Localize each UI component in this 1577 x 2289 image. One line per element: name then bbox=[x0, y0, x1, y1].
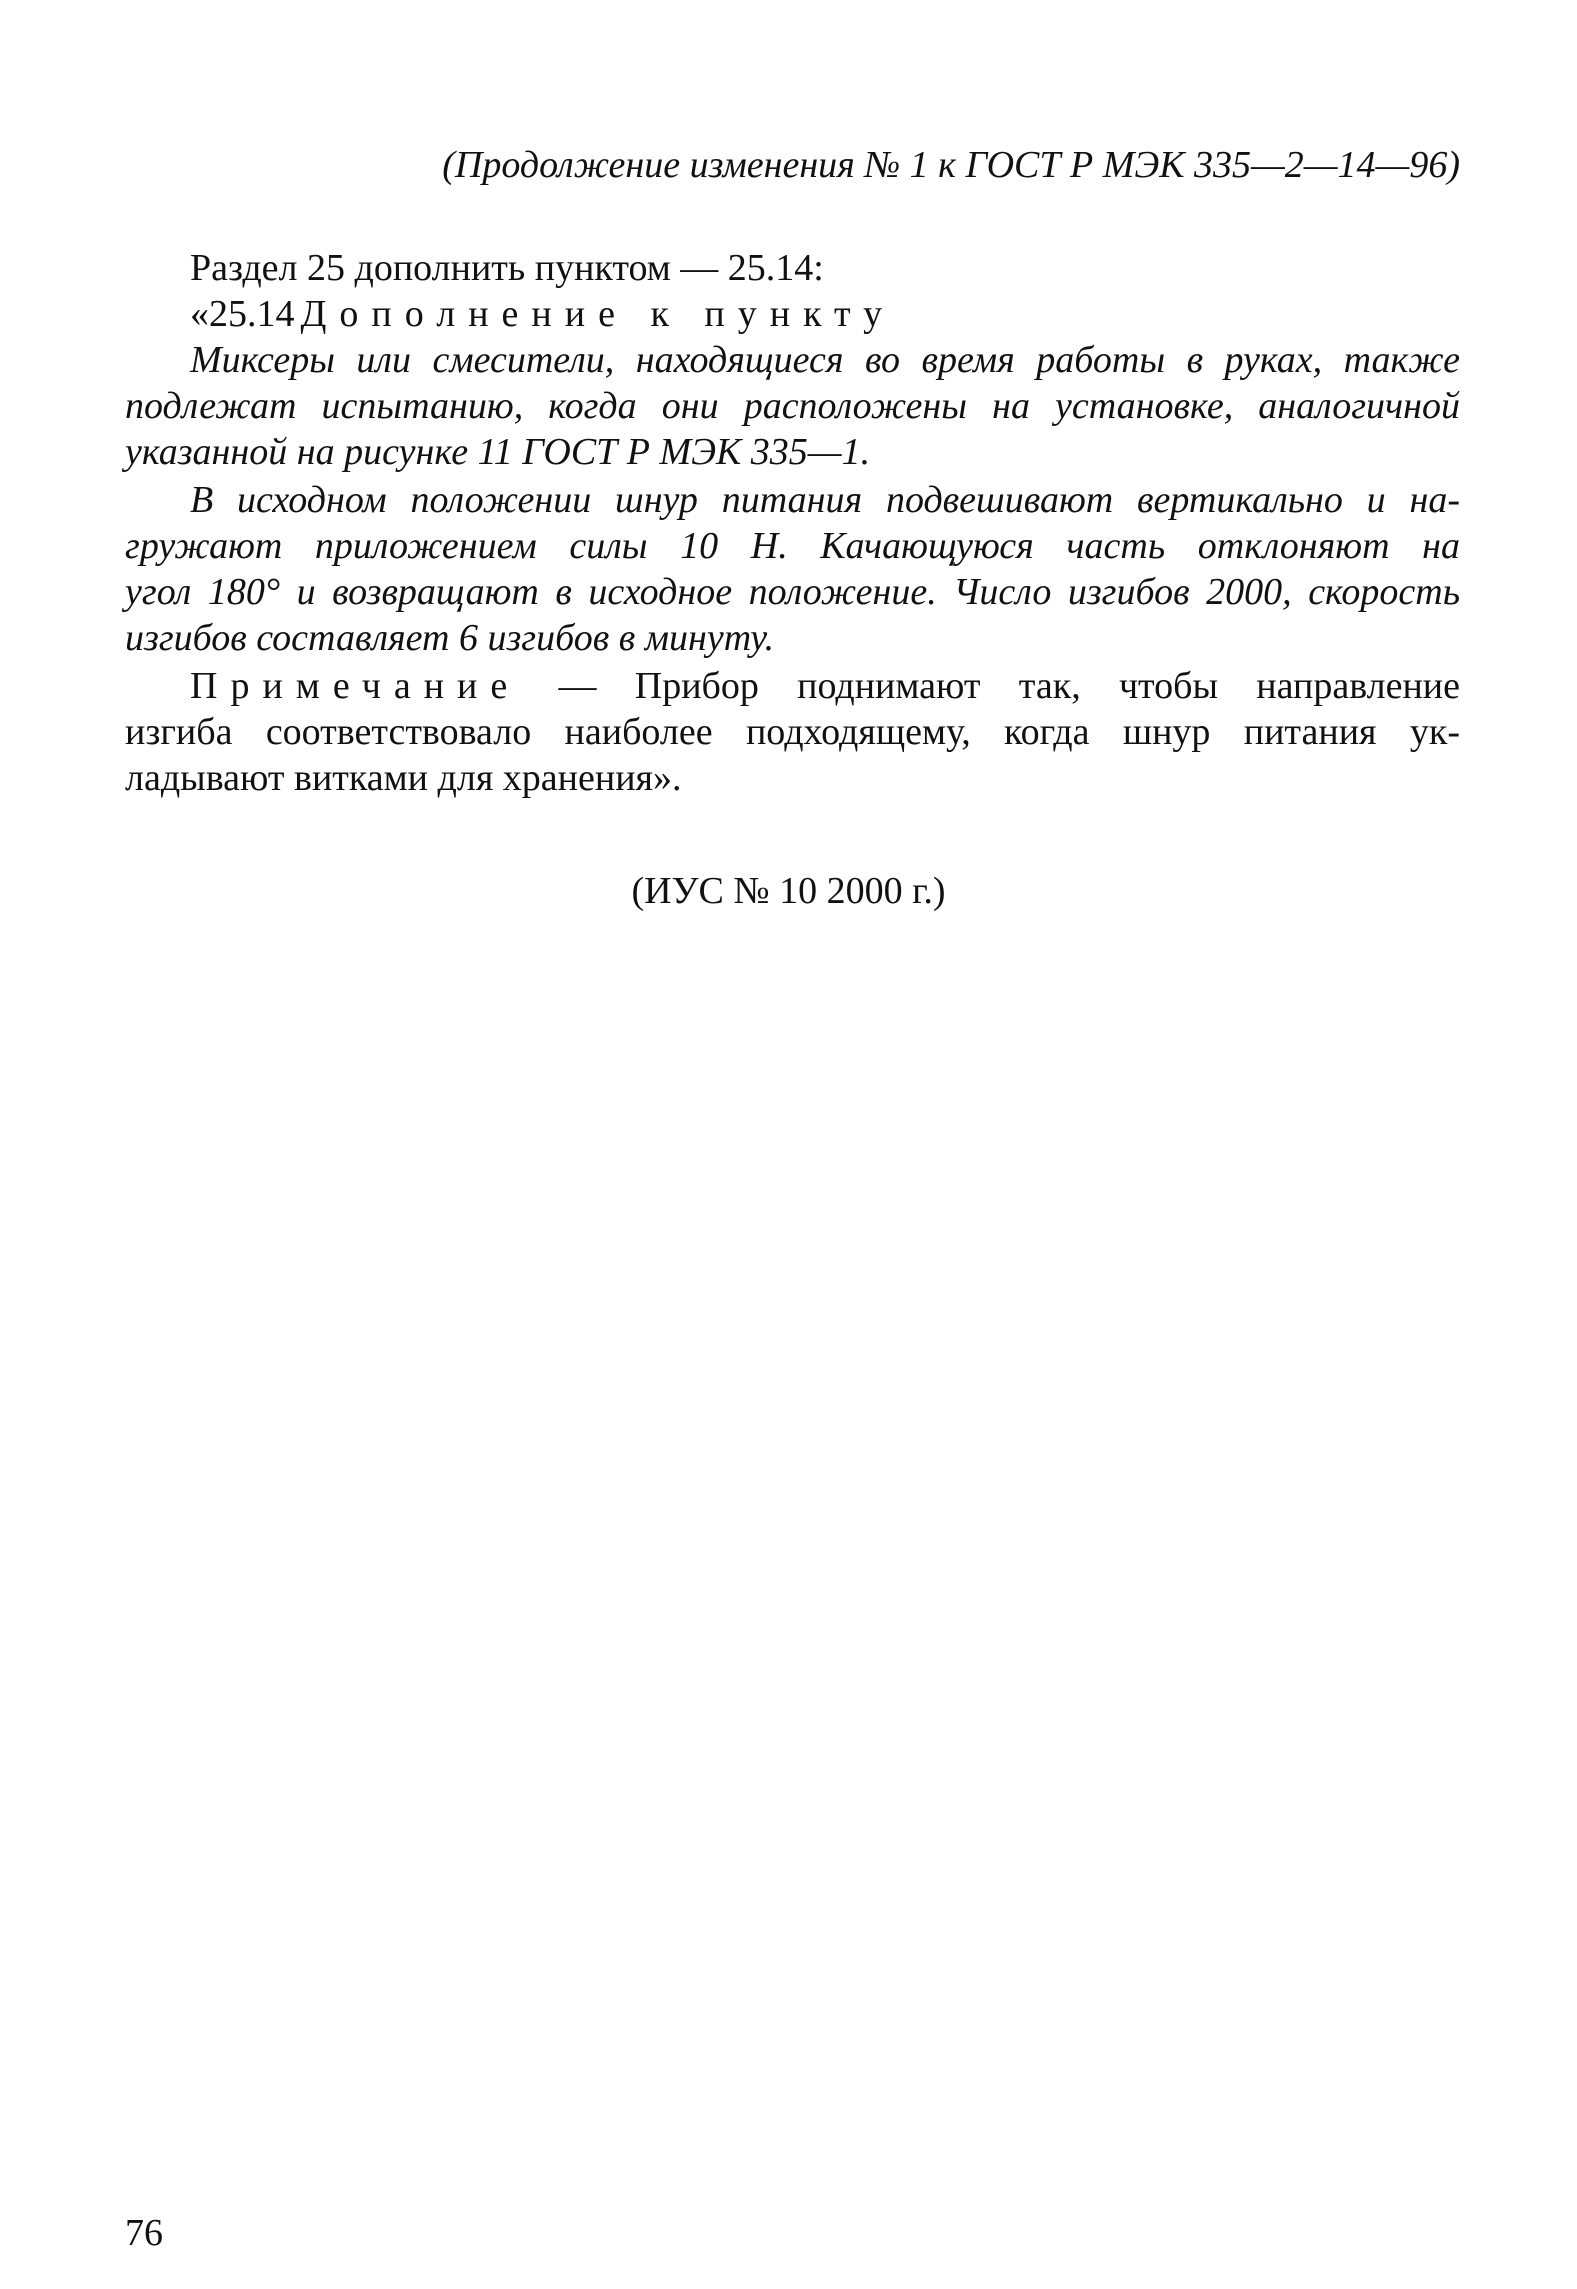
clause-number: «25.14 bbox=[190, 293, 295, 335]
paragraph-2-line-4: изгибов составляет 6 изгибов в минуту. bbox=[125, 617, 775, 659]
paragraph-2-line-2: гружают приложением силы 10 Н. Качающуюся часть отклоняют на bbox=[125, 525, 1460, 567]
paragraph-2-line-1: В исходном положении шнур питания подвешивают вертикально и на- bbox=[190, 479, 1460, 521]
clause-title: Дополнение к пункту bbox=[300, 293, 896, 335]
clause-heading bbox=[190, 291, 895, 337]
note-line-3: ладывают витками для хранения». bbox=[125, 757, 682, 799]
paragraph-1-line-2: подлежат испытанию, когда они расположены на установке, аналогичной bbox=[125, 385, 1460, 427]
note-label: Примечание bbox=[190, 665, 521, 707]
note-line-2: изгиба соответствовало наиболее подходящему, когда шнур питания ук- bbox=[125, 711, 1460, 753]
paragraph-2-line-3: угол 180° и возвращают в исходное положение. Число изгибов 2000, скорость bbox=[125, 571, 1460, 613]
source-reference: (ИУС № 10 2000 г.) bbox=[631, 870, 946, 912]
page-number: 76 bbox=[125, 2212, 163, 2254]
note-line-1 bbox=[190, 663, 1460, 709]
paragraph-1-line-3: указанной на рисунке 11 ГОСТ Р МЭК 335—1. bbox=[125, 431, 871, 473]
paragraph-1-line-1: Миксеры или смесители, находящиеся во время работы в руках, также bbox=[190, 339, 1460, 381]
section-intro: Раздел 25 дополнить пунктом — 25.14: bbox=[190, 247, 824, 289]
note-line-1-text: — Прибор поднимают так, чтобы направление bbox=[520, 665, 1460, 707]
continuation-header: (Продолжение изменения № 1 к ГОСТ Р МЭК 335—2—14—96) bbox=[442, 144, 1460, 186]
